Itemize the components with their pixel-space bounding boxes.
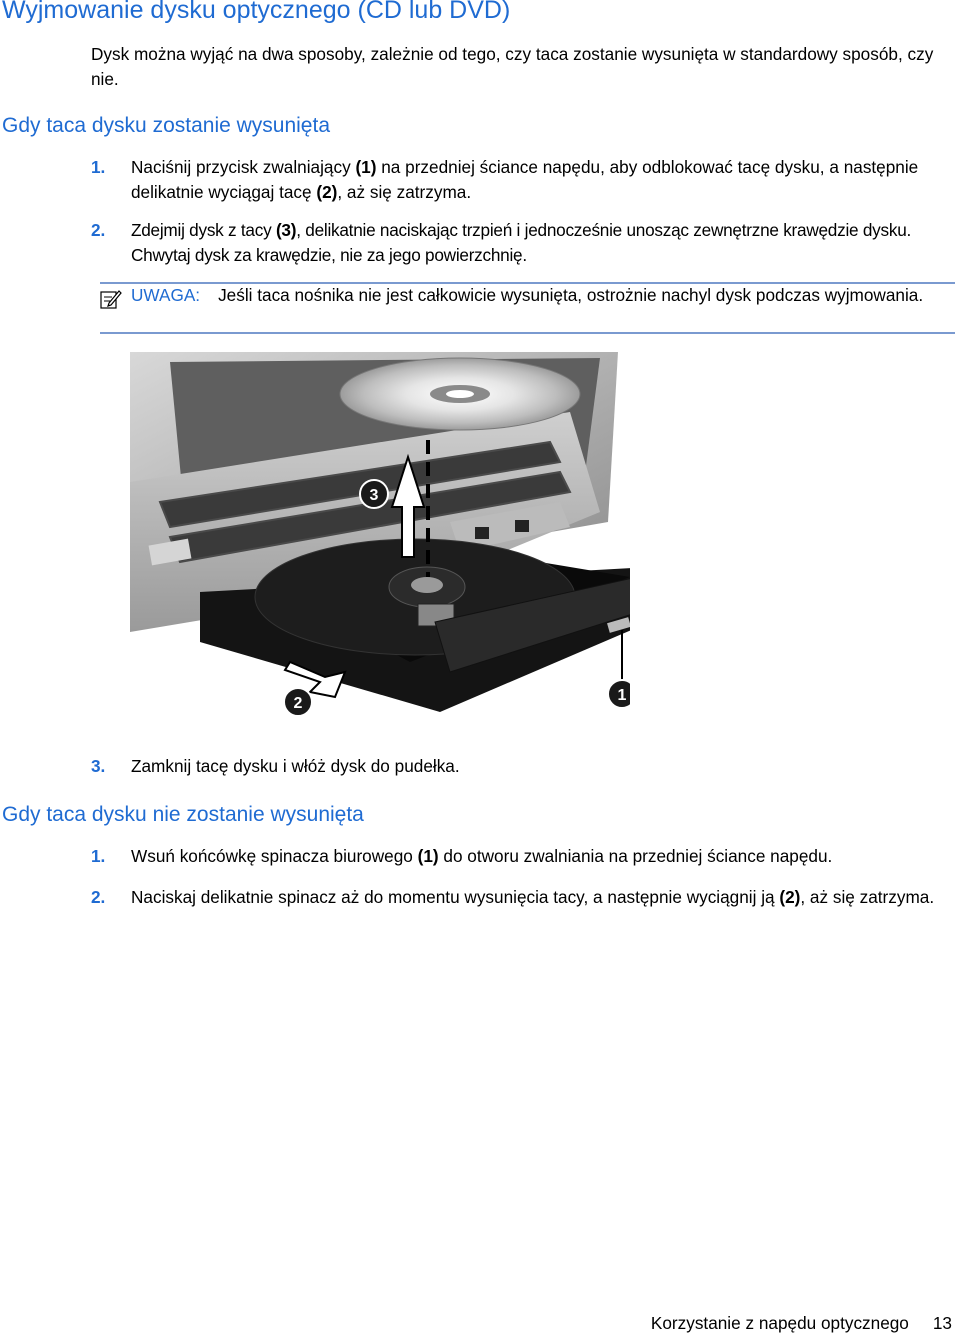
svg-text:1: 1: [617, 687, 627, 704]
step-text: Zamknij tacę dysku i włóż dysk do pudełka.: [131, 756, 460, 776]
note-pencil-icon: [100, 288, 122, 315]
page-number: 13: [932, 1313, 952, 1333]
svg-text:3: 3: [369, 487, 379, 504]
step-text: Naciskaj delikatnie spinacz aż do momentu wysunięcia tacy, a następnie wyciągnij ją (2), aż się zatrzyma.: [131, 887, 935, 907]
step-text: Naciśnij przycisk zwalniający (1) na przedniej ściance napędu, aby odblokować tacę dysku, a następnie delikatnie wyciągaj tacę (2), aż się zatrzyma.: [131, 157, 919, 202]
step-number: 3.: [91, 756, 106, 776]
step-text: Wsuń końcówkę spinacza biurowego (1) do otworu zwalniania na przedniej ściance napędu.: [131, 846, 833, 866]
section-heading-tray-ejected: Gdy taca dysku zostanie wysunięta: [2, 114, 331, 137]
note-box: [100, 282, 955, 334]
footer-section-title: Korzystanie z napędu optycznego: [650, 1313, 909, 1333]
note-text: Jeśli taca nośnika nie jest całkowicie wysunięta, ostrożnie nachyl dysk podczas wyjmowania.: [218, 285, 924, 305]
step-number: 2.: [91, 887, 106, 907]
callout-2: [284, 688, 312, 716]
page-title: Wyjmowanie dysku optycznego (CD lub DVD): [2, 0, 511, 24]
svg-text:2: 2: [293, 695, 303, 712]
step-number: 1.: [91, 157, 106, 177]
step-number: 2.: [91, 220, 106, 240]
intro-paragraph: Dysk można wyjąć na dwa sposoby, zależnie od tego, czy taca zostanie wysunięta w standardowy sposób, czy nie.: [91, 44, 934, 89]
page-footer: [651, 1313, 952, 1334]
step-text: Zdejmij dysk z tacy (3), delikatnie naciskając trzpień i jednocześnie unosząc zewnętrzne krawędzie dysku. Chwytaj dysk za krawędzie, nie za jego powierzchnię.: [131, 220, 912, 265]
section-heading-tray-not-ejected: Gdy taca dysku nie zostanie wysunięta: [2, 803, 364, 826]
callout-1: [608, 680, 630, 708]
step-number: 1.: [91, 846, 106, 866]
note-label: UWAGA:: [131, 285, 201, 305]
callout-3: [360, 480, 388, 508]
optical-drive-illustration: [130, 352, 630, 727]
